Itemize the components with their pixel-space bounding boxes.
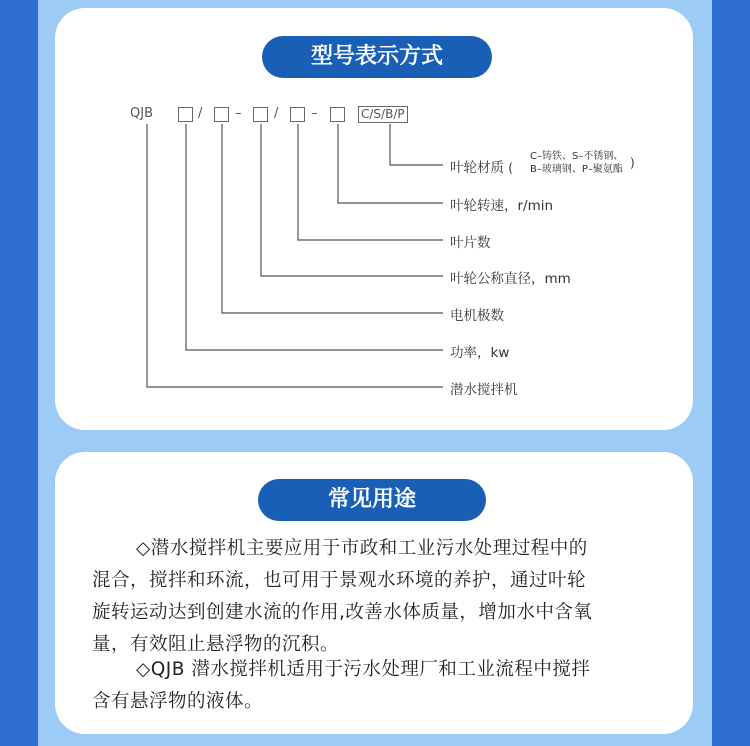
- text-line: 量，有效阻止悬浮物的沉积。: [92, 634, 340, 655]
- separator: –: [311, 106, 318, 121]
- material-code: C/S/B/P: [358, 106, 408, 123]
- model-designation-title: 型号表示方式: [262, 36, 492, 78]
- separator: /: [198, 106, 203, 121]
- poles-box: [214, 107, 229, 122]
- separator: /: [274, 106, 279, 121]
- text-line: 旋转运动达到创建水流的作用,改善水体质量，增加水中含氧: [92, 602, 593, 623]
- label-product: 潜水搅拌机: [450, 382, 518, 398]
- separator: –: [235, 106, 242, 121]
- label-power: 功率，kw: [450, 345, 510, 361]
- label-blades: 叶片数: [450, 235, 491, 251]
- prefix-code: QJB: [130, 106, 153, 121]
- text-line: ◇QJB 潜水搅拌机适用于污水处理厂和工业流程中搅拌: [136, 659, 591, 680]
- label-material: 叶轮材质 (: [450, 160, 513, 176]
- common-uses-title: 常见用途: [258, 479, 486, 521]
- label-material-note: C–铸铁、S–不锈钢、 B–玻璃钢、P–聚氨酯: [530, 151, 624, 175]
- uses-paragraph-1: [92, 533, 672, 661]
- text-line: 混合，搅拌和环流，也可用于景观水环境的养护，通过叶轮: [92, 570, 587, 591]
- label-diameter: 叶轮公称直径，mm: [450, 271, 571, 287]
- label-material-paren-close: ): [630, 156, 635, 170]
- blades-box: [290, 107, 305, 122]
- speed-box: [330, 107, 345, 122]
- label-poles: 电机极数: [450, 308, 504, 324]
- diameter-box: [253, 107, 268, 122]
- text-line: ◇潜水搅拌机主要应用于市政和工业污水处理过程中的: [136, 538, 588, 559]
- uses-paragraph-2: [92, 654, 672, 718]
- power-box: [178, 107, 193, 122]
- text-line: 含有悬浮物的液体。: [92, 691, 264, 712]
- label-speed: 叶轮转速，r/min: [450, 198, 554, 214]
